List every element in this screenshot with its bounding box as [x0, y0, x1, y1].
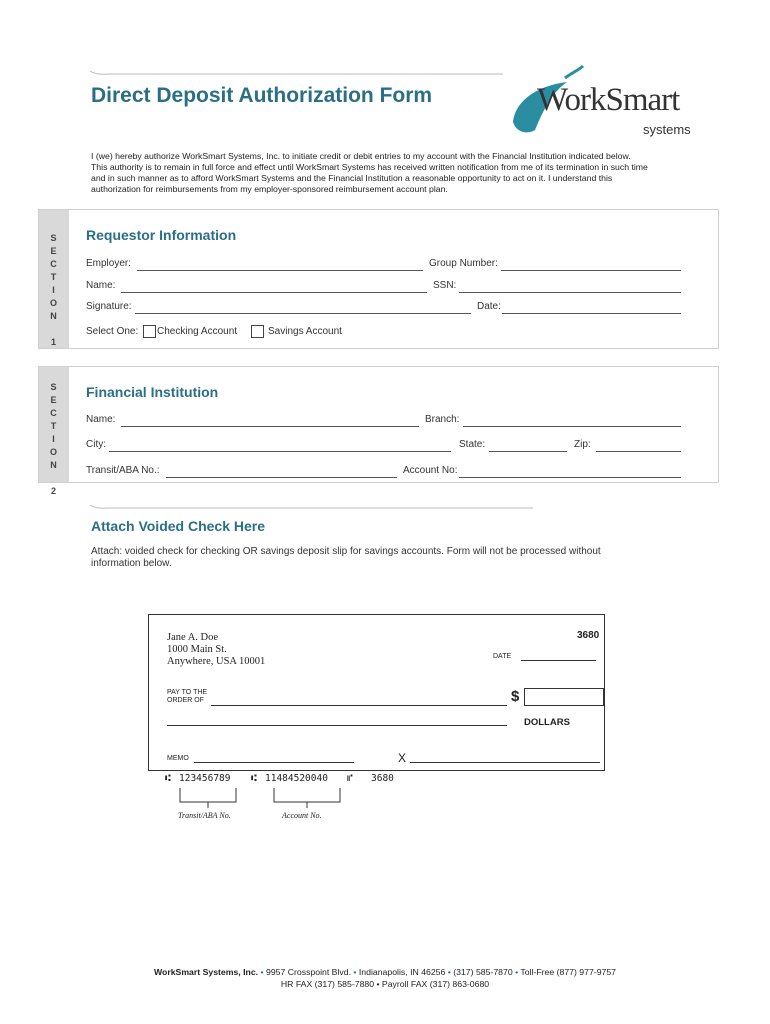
- state-field[interactable]: [489, 451, 567, 452]
- dollar-sign: $: [511, 688, 520, 705]
- ssn-label: SSN:: [433, 280, 457, 291]
- employer-field[interactable]: [137, 270, 423, 271]
- savings-account-checkbox[interactable]: [251, 325, 264, 338]
- micr-onus-symbol: ⑆: [251, 773, 257, 784]
- payer-address-2: Anywhere, USA 10001: [167, 656, 266, 667]
- micr-check-number: 3680: [371, 773, 394, 784]
- footer-city: Indianapolis, IN 46256: [358, 967, 446, 977]
- select-one-label: Select One:: [86, 326, 139, 337]
- micr-account: 11484520040: [265, 773, 328, 784]
- footer-line-1: [0, 967, 770, 977]
- name-field[interactable]: [121, 292, 427, 293]
- pay-to-label-2: ORDER OF: [167, 697, 204, 704]
- signature-label: Signature:: [86, 301, 132, 312]
- checking-account-label: Checking Account: [157, 326, 238, 337]
- financial-institution-heading: Financial Institution: [86, 384, 219, 400]
- authorization-text: [91, 151, 671, 195]
- employer-label: Employer:: [86, 258, 132, 269]
- intro-line: and in such manner as to afford WorkSmart Systems and the Financial Institution a reasonable opportunity to act on it. I understand this: [91, 173, 613, 183]
- zip-field[interactable]: [596, 451, 681, 452]
- pay-to-label-1: PAY TO THE: [167, 689, 208, 696]
- footer-phone: (317) 585-7870: [453, 967, 513, 977]
- group-number-label: Group Number:: [429, 258, 498, 269]
- page-title: Direct Deposit Authorization Form: [91, 84, 433, 107]
- date-field[interactable]: [502, 313, 681, 314]
- section-financial-institution: [38, 366, 719, 496]
- name-label: Name:: [86, 280, 116, 291]
- section-1-tab: [39, 210, 69, 348]
- requestor-heading: Requestor Information: [86, 227, 237, 243]
- memo-label: MEMO: [167, 755, 189, 762]
- header-swoosh: [88, 70, 508, 76]
- check-date-label: DATE: [493, 653, 512, 660]
- bank-name-field[interactable]: [121, 426, 419, 427]
- signature-x: X: [398, 751, 407, 765]
- payer-name: Jane A. Doe: [167, 632, 219, 643]
- savings-account-label: Savings Account: [268, 326, 342, 337]
- micr-routing: 123456789: [179, 773, 231, 784]
- section-2-tab: [39, 367, 69, 496]
- attach-instructions-line: Attach: voided check for checking OR savings deposit slip for savings accounts. Form will not be processed without: [91, 546, 601, 557]
- checking-account-checkbox[interactable]: [143, 325, 156, 338]
- dollars-label: DOLLARS: [524, 717, 570, 728]
- account-number-field[interactable]: [459, 477, 681, 478]
- worksmart-logo: [505, 64, 695, 144]
- city-field[interactable]: [109, 451, 451, 452]
- micr-transit-symbol: ⑆: [165, 773, 171, 784]
- intro-line: authorization for reimbursements from my employer-sponsored reimbursement account plan.: [91, 184, 448, 194]
- ssn-field[interactable]: [459, 292, 681, 293]
- zip-label: Zip:: [574, 439, 591, 450]
- footer-bullet: •: [447, 967, 451, 977]
- sample-check: [148, 614, 605, 771]
- micr-line: [165, 773, 465, 787]
- logo-text-smart: Smart: [605, 82, 680, 118]
- attach-swoosh: [88, 504, 538, 510]
- amount-words-line: [167, 725, 507, 726]
- check-date-line: [521, 660, 596, 661]
- signature-field[interactable]: [135, 313, 471, 314]
- footer-line-2: HR FAX (317) 585-7880 • Payroll FAX (317) 863-0680: [280, 979, 490, 989]
- footer-address: 9957 Crosspoint Blvd.: [266, 967, 351, 977]
- footer-company: WorkSmart Systems, Inc.: [153, 967, 259, 977]
- section-requestor: [38, 209, 719, 349]
- routing-caption: Transit/ABA No.: [178, 811, 231, 820]
- logo-text-work: Work: [537, 82, 606, 118]
- footer-bullet: •: [260, 967, 264, 977]
- transit-aba-field[interactable]: [166, 477, 397, 478]
- attach-instructions: [91, 546, 621, 570]
- amount-box: [524, 688, 604, 706]
- account-number-label: Account No:: [403, 465, 458, 476]
- attach-check-heading: Attach Voided Check Here: [91, 518, 266, 534]
- branch-label: Branch:: [425, 414, 460, 425]
- intro-line: I (we) hereby authorize WorkSmart Systems, Inc. to initiate credit or debit entries to my account with the Financial Institution indicated below.: [91, 151, 631, 161]
- footer-bullet: •: [515, 967, 519, 977]
- attach-instructions-line: information below.: [91, 558, 172, 569]
- check-signature-line: [410, 762, 600, 763]
- footer-bullet: •: [353, 967, 357, 977]
- footer-tollfree: Toll-Free (877) 977-9757: [520, 967, 617, 977]
- bank-name-label: Name:: [86, 414, 116, 425]
- transit-aba-label: Transit/ABA No.:: [86, 465, 160, 476]
- section-2-label: S E C T I O N 2: [49, 382, 58, 496]
- group-number-field[interactable]: [501, 270, 681, 271]
- check-number: 3680: [577, 630, 600, 641]
- memo-line: [194, 762, 354, 763]
- account-caption: Account No.: [282, 811, 322, 820]
- section-1-label: S E C T I O N 1: [49, 233, 58, 347]
- branch-field[interactable]: [463, 426, 681, 427]
- micr-dash-symbol: ⑈: [347, 773, 353, 784]
- state-label: State:: [459, 439, 486, 450]
- micr-brackets: [170, 788, 350, 808]
- intro-line: This authority is to remain in full force and effect until WorkSmart Systems has received written notification from me of its termination in such time: [91, 162, 648, 172]
- date-label: Date:: [477, 301, 501, 312]
- payee-line: [211, 705, 507, 706]
- city-label: City:: [86, 439, 106, 450]
- logo-subtitle: systems: [643, 122, 691, 137]
- payer-address-1: 1000 Main St.: [167, 644, 227, 655]
